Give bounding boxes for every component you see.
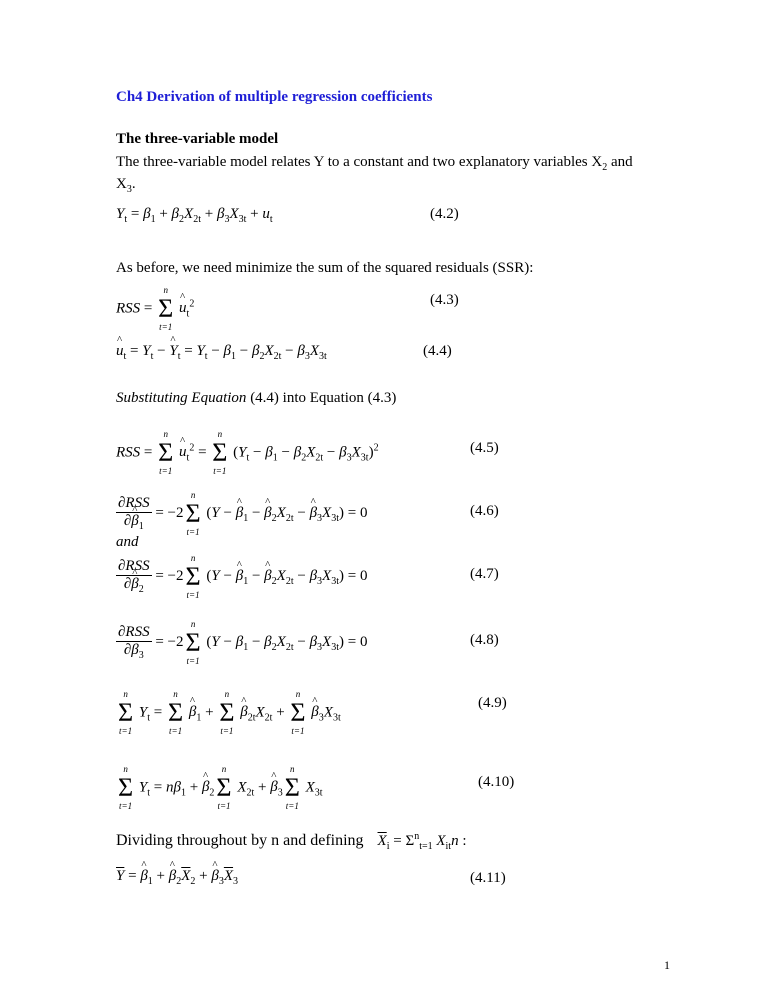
equation-4-9: n Σ t=1 $Y_t$ = n Σ t=1 ^ $\beta_1$ + n Σ t=1 ^ $\beta_{2t}X_{2t}$ + n Σ t=1 ^ $\beta_3X_{3t}$ bbox=[116, 700, 341, 726]
equation-4-2: $Y_t = \beta_1 + \beta_2X_{2t} + \beta_3X_{3t} + u_t$ bbox=[116, 206, 273, 225]
equation-number-4-6: (4.6) bbox=[470, 503, 499, 519]
equation-number-4-2: (4.2) bbox=[430, 206, 459, 222]
equation-number-4-5: (4.5) bbox=[470, 440, 499, 456]
intro-x: X bbox=[116, 176, 127, 192]
substituting-italic: Substituting Equation bbox=[116, 390, 247, 406]
equation-number-4-3: (4.3) bbox=[430, 292, 459, 308]
equation-number-4-11: (4.11) bbox=[470, 870, 506, 886]
intro-sub-3: 3 bbox=[126, 184, 132, 195]
equation-4-3: RSS = n Σ t=1 ^ $u_t^2$ bbox=[116, 296, 194, 322]
equation-number-4-9: (4.9) bbox=[478, 695, 507, 711]
equation-4-8: $\frac{\text{∂RSS}}{\partial\beta_3}$ = −2 n Σ t=1 $(Y - \beta_1 - \beta_2X_{2t} - \beta_3X_{3t}) = 0$ bbox=[118, 618, 368, 666]
dividing-line bbox=[116, 826, 467, 857]
equation-number-4-8: (4.8) bbox=[470, 632, 499, 648]
mean-definition: $\overline{X}_i = \Sigma^n_{t=1}$ $X_{it}n$ : bbox=[377, 831, 467, 852]
equation-number-4-4: (4.4) bbox=[423, 343, 452, 359]
equation-4-5: RSS = n Σ t=1 ^ $u_t^2$ = n Σ t=1 $(Y_t - \beta_1 - \beta_2X_{2t} - \beta_3X_{3t})^2$ bbox=[116, 440, 379, 466]
intro-period: . bbox=[131, 176, 136, 192]
and-word: and bbox=[116, 534, 139, 550]
equation-4-10: n Σ t=1 $Y_t = n\beta_1$ + ^ $\beta_2$ n Σ t=1 $X_{2t}$ + ^ $\beta_3$ n Σ t=1 $X_{3t}$ bbox=[116, 775, 323, 801]
section-heading: The three-variable model bbox=[116, 131, 279, 147]
substituting-rest: (4.4) into Equation (4.3) bbox=[246, 390, 397, 406]
equation-4-4: ^ $u_t = Y_t$ − ^ $Y_t = Y_t - \beta_1 - \beta_2X_{2t} - \beta_3X_{3t}$ bbox=[116, 343, 327, 362]
page-title: Ch4 Derivation of multiple regression coefficients bbox=[116, 89, 433, 105]
intro-text: The three-variable model relates Y to a constant and two explanatory variables X bbox=[116, 154, 603, 170]
intro-paragraph-line2 bbox=[116, 174, 136, 200]
equation-4-6: $\frac{\text{∂RSS}}{\partial\^{} \beta_1}$ = −2 n Σ t=1 (Y − ^ $\beta_1$ − ^ $\beta_2X_{2t}$ − ^ $\beta_3X_{3t}) = 0$ bbox=[116, 495, 367, 532]
equation-number-4-7: (4.7) bbox=[470, 566, 499, 582]
equation-4-11: $\overline{Y}$ = ^ $\beta_1$ + ^ $\beta_2\overline{X}_2$ + ^ $\beta_3\overline{X}_3$ bbox=[116, 868, 238, 887]
page-number: 1 bbox=[664, 958, 670, 972]
equation-4-7: $\frac{\text{∂RSS}}{\partial\^{} \beta_2}$ = −2 n Σ t=1 (Y − ^ $\beta_1$ − ^ $\beta_2X_{2t} - \beta_3X_{3t}) = 0$ bbox=[116, 558, 367, 595]
ssr-paragraph: As before, we need minimize the sum of the squared residuals (SSR): bbox=[116, 260, 534, 276]
dividing-text: Dividing throughout by n and defining bbox=[116, 832, 364, 849]
substituting-line bbox=[116, 388, 396, 409]
intro-paragraph-line1 bbox=[116, 152, 633, 178]
intro-sub-2: 2 bbox=[602, 162, 608, 173]
intro-and: and bbox=[607, 154, 633, 170]
equation-number-4-10: (4.10) bbox=[478, 774, 515, 790]
